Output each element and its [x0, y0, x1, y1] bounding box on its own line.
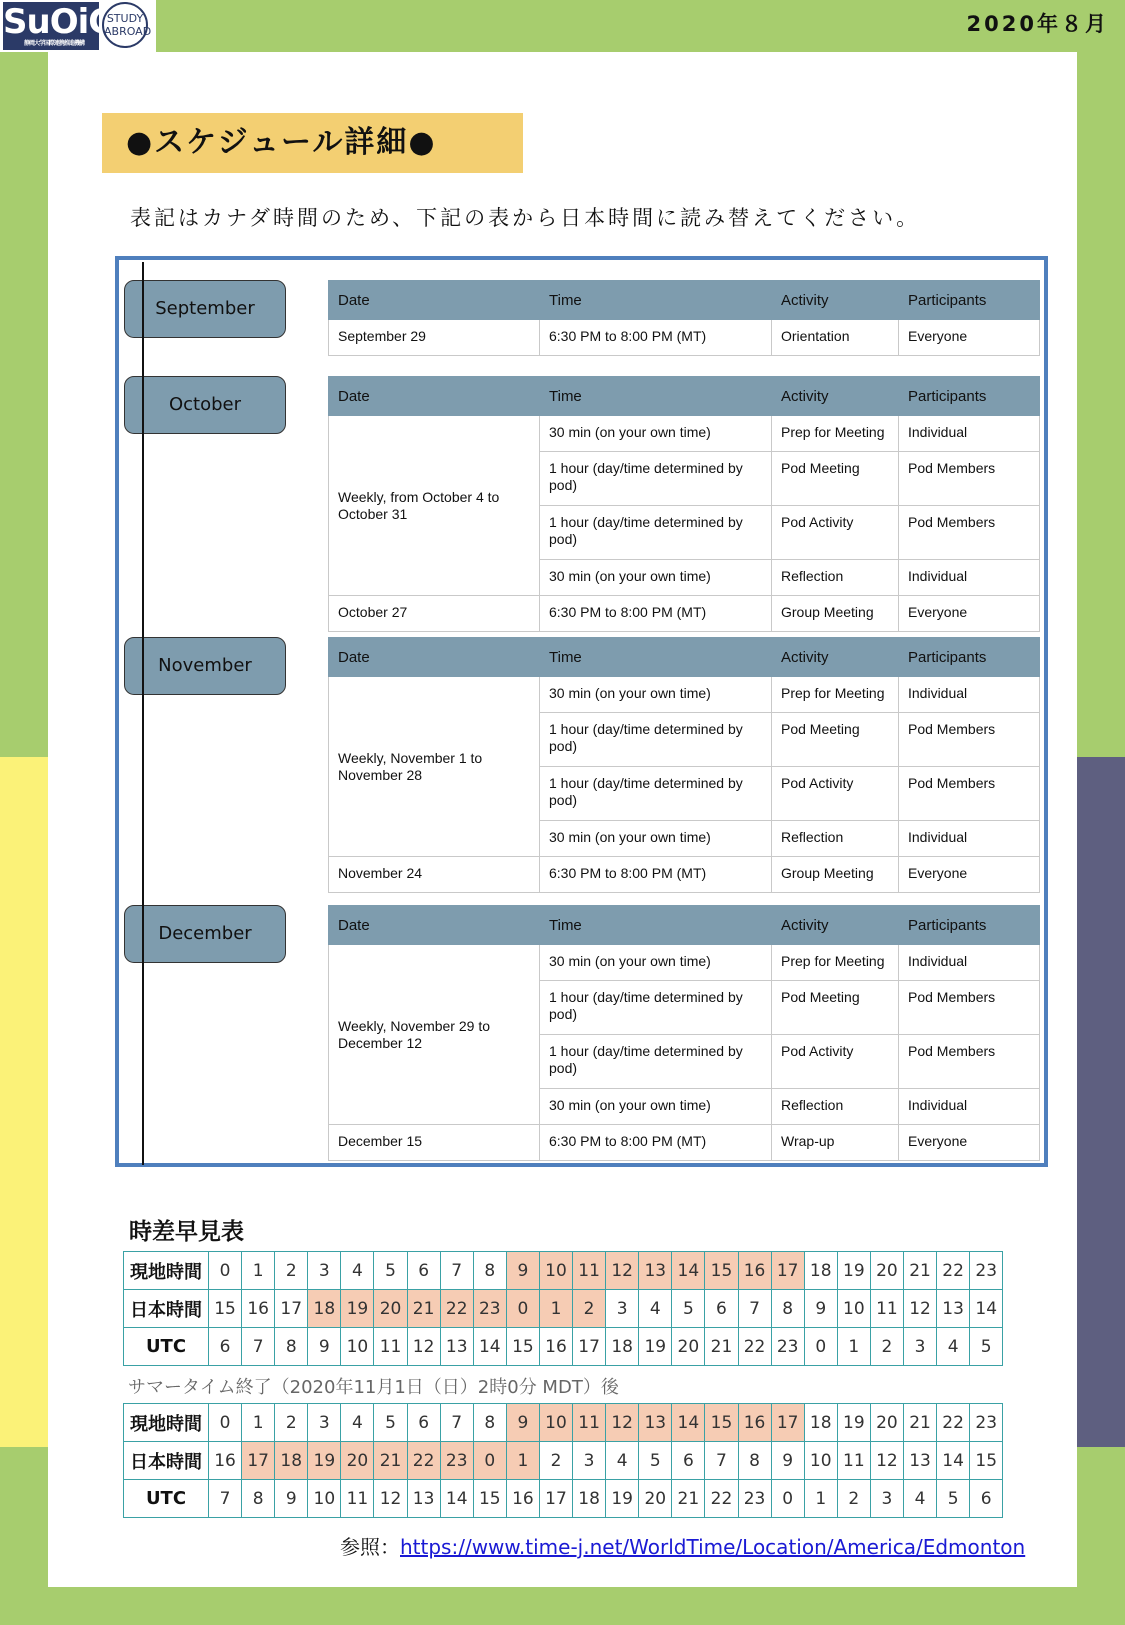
hour-cell: 12 [606, 1404, 639, 1442]
cell-time: 1 hour (day/time determined by pod) [540, 1035, 772, 1089]
hour-cell: 13 [639, 1252, 672, 1290]
hour-cell: 5 [374, 1404, 407, 1442]
hour-cell: 14 [970, 1290, 1003, 1328]
hour-cell: 2 [275, 1252, 308, 1290]
row-label: 現地時間 [124, 1404, 209, 1442]
hour-cell: 4 [606, 1442, 639, 1480]
hour-cell: 12 [407, 1328, 440, 1366]
column-header-date: Date [329, 638, 540, 677]
hour-cell: 20 [341, 1442, 374, 1480]
hour-cell: 1 [539, 1290, 572, 1328]
cell-activity: Group Meeting [772, 857, 899, 893]
hour-cell: 22 [937, 1404, 970, 1442]
hour-cell: 18 [308, 1290, 341, 1328]
row-utc [124, 1328, 1003, 1366]
cell-activity: Reflection [772, 821, 899, 857]
hour-cell: 20 [672, 1328, 705, 1366]
hour-cell: 15 [705, 1404, 738, 1442]
hour-cell: 5 [970, 1328, 1003, 1366]
cell-participants: Pod Members [899, 452, 1040, 506]
cell-participants: Everyone [899, 1125, 1040, 1161]
hour-cell: 8 [738, 1442, 771, 1480]
hour-cell: 3 [606, 1290, 639, 1328]
cell-time: 6:30 PM to 8:00 PM (MT) [540, 320, 772, 356]
hour-cell: 0 [209, 1252, 242, 1290]
hour-cell: 8 [242, 1480, 275, 1518]
hour-cell: 23 [771, 1328, 804, 1366]
cell-time: 6:30 PM to 8:00 PM (MT) [540, 857, 772, 893]
cell-date: December 15 [329, 1125, 540, 1161]
hour-cell: 21 [903, 1252, 936, 1290]
hour-cell: 2 [573, 1290, 606, 1328]
hour-cell: 4 [639, 1290, 672, 1328]
hour-cell: 10 [308, 1480, 341, 1518]
cell-participants: Pod Members [899, 767, 1040, 821]
hour-cell: 15 [473, 1480, 506, 1518]
hour-cell: 4 [341, 1404, 374, 1442]
cell-time: 30 min (on your own time) [540, 677, 772, 713]
hour-cell: 11 [573, 1404, 606, 1442]
hour-cell: 14 [440, 1480, 473, 1518]
cell-participants: Individual [899, 1089, 1040, 1125]
hour-cell: 14 [473, 1328, 506, 1366]
hour-cell: 9 [804, 1290, 837, 1328]
table-row [329, 320, 1040, 356]
hour-cell: 21 [903, 1404, 936, 1442]
hour-cell: 4 [903, 1480, 936, 1518]
cell-time: 30 min (on your own time) [540, 1089, 772, 1125]
cell-time: 30 min (on your own time) [540, 560, 772, 596]
hour-cell: 17 [242, 1442, 275, 1480]
hour-cell: 18 [606, 1328, 639, 1366]
hour-cell: 11 [573, 1252, 606, 1290]
reference [340, 1531, 1025, 1560]
hour-cell: 23 [738, 1480, 771, 1518]
hour-cell: 14 [937, 1442, 970, 1480]
logo [0, 0, 156, 52]
hour-cell: 8 [771, 1290, 804, 1328]
logo-mark [3, 2, 113, 50]
schedule-table-november [328, 637, 1040, 893]
cell-weekly-date-range: Weekly, November 1 to November 28 [329, 677, 540, 857]
timezone-note: 表記はカナダ時間のため、下記の表から日本時間に読み替えてください。 [130, 206, 921, 230]
hour-cell: 9 [506, 1404, 539, 1442]
hour-cell: 17 [573, 1328, 606, 1366]
cell-activity: Pod Activity [772, 506, 899, 560]
hour-cell: 10 [804, 1442, 837, 1480]
cell-activity: Prep for Meeting [772, 416, 899, 452]
hour-cell: 21 [672, 1480, 705, 1518]
daylight-saving-end-note: サマータイム終了（2020年11月1日（日）2時0分 MDT）後 [128, 1377, 619, 1398]
logo-subtext: 静岡大学国際連携推進機構 [23, 40, 84, 47]
hour-cell: 0 [506, 1290, 539, 1328]
hour-cell: 9 [308, 1328, 341, 1366]
hour-cell: 7 [705, 1442, 738, 1480]
table-row [329, 857, 1040, 893]
cell-activity: Pod Meeting [772, 713, 899, 767]
table-row [329, 596, 1040, 632]
hour-cell: 12 [903, 1290, 936, 1328]
cell-time: 1 hour (day/time determined by pod) [540, 981, 772, 1035]
cell-participants: Everyone [899, 857, 1040, 893]
hour-cell: 22 [407, 1442, 440, 1480]
hour-cell: 14 [672, 1404, 705, 1442]
hour-cell: 1 [242, 1252, 275, 1290]
cell-date: November 24 [329, 857, 540, 893]
hour-cell: 16 [539, 1328, 572, 1366]
hour-cell: 7 [440, 1404, 473, 1442]
table-row [329, 416, 1040, 452]
column-header-activity: Activity [772, 377, 899, 416]
cell-participants: Pod Members [899, 506, 1040, 560]
cell-time: 30 min (on your own time) [540, 945, 772, 981]
hour-cell: 18 [275, 1442, 308, 1480]
column-header-activity: Activity [772, 906, 899, 945]
hour-cell: 17 [771, 1252, 804, 1290]
reference-label: 参照： [340, 1535, 400, 1559]
hour-cell: 12 [374, 1480, 407, 1518]
hour-cell: 2 [870, 1328, 903, 1366]
hour-cell: 19 [606, 1480, 639, 1518]
hour-cell: 15 [209, 1290, 242, 1328]
background-slate-band [1077, 757, 1125, 1447]
hour-cell: 13 [440, 1328, 473, 1366]
row-local-time [124, 1404, 1003, 1442]
hour-cell: 22 [705, 1480, 738, 1518]
month-label-october: October [124, 376, 286, 434]
logo-text: SuOiC [3, 2, 113, 42]
hour-cell: 7 [242, 1328, 275, 1366]
study-abroad-badge [102, 2, 152, 48]
hour-cell: 10 [341, 1328, 374, 1366]
column-header-time: Time [540, 377, 772, 416]
hour-cell: 22 [738, 1328, 771, 1366]
hour-cell: 18 [804, 1252, 837, 1290]
hour-cell: 22 [440, 1290, 473, 1328]
hour-cell: 16 [242, 1290, 275, 1328]
cell-participants: Individual [899, 821, 1040, 857]
hour-cell: 11 [374, 1328, 407, 1366]
hour-cell: 1 [804, 1480, 837, 1518]
hour-cell: 7 [738, 1290, 771, 1328]
hour-cell: 14 [672, 1252, 705, 1290]
column-header-date: Date [329, 377, 540, 416]
hour-cell: 18 [804, 1404, 837, 1442]
cell-activity: Prep for Meeting [772, 945, 899, 981]
hour-cell: 21 [374, 1442, 407, 1480]
cell-activity: Wrap-up [772, 1125, 899, 1161]
cell-activity: Pod Activity [772, 767, 899, 821]
hour-cell: 11 [341, 1480, 374, 1518]
hour-cell: 11 [870, 1290, 903, 1328]
cell-weekly-date-range: Weekly, from October 4 to October 31 [329, 416, 540, 596]
row-japan-time [124, 1290, 1003, 1328]
cell-activity: Reflection [772, 560, 899, 596]
cell-time: 30 min (on your own time) [540, 821, 772, 857]
hour-cell: 16 [209, 1442, 242, 1480]
column-header-time: Time [540, 638, 772, 677]
time-difference-table-winter [123, 1403, 1003, 1518]
hour-cell: 9 [771, 1442, 804, 1480]
hour-cell: 6 [407, 1404, 440, 1442]
hour-cell: 3 [870, 1480, 903, 1518]
cell-activity: Pod Activity [772, 1035, 899, 1089]
time-difference-table-summer [123, 1251, 1003, 1366]
cell-participants: Pod Members [899, 713, 1040, 767]
schedule-table-december [328, 905, 1040, 1161]
hour-cell: 3 [903, 1328, 936, 1366]
hour-cell: 23 [440, 1442, 473, 1480]
hour-cell: 5 [374, 1252, 407, 1290]
cell-time: 1 hour (day/time determined by pod) [540, 506, 772, 560]
month-label-november: November [124, 637, 286, 695]
hour-cell: 6 [705, 1290, 738, 1328]
hour-cell: 20 [870, 1252, 903, 1290]
hour-cell: 19 [837, 1404, 870, 1442]
hour-cell: 2 [275, 1404, 308, 1442]
hour-cell: 15 [970, 1442, 1003, 1480]
hour-cell: 16 [506, 1480, 539, 1518]
cell-activity: Group Meeting [772, 596, 899, 632]
hour-cell: 13 [903, 1442, 936, 1480]
cell-time: 1 hour (day/time determined by pod) [540, 713, 772, 767]
timeline-line [142, 262, 144, 1165]
hour-cell: 9 [506, 1252, 539, 1290]
cell-participants: Individual [899, 945, 1040, 981]
hour-cell: 18 [573, 1480, 606, 1518]
cell-time: 6:30 PM to 8:00 PM (MT) [540, 1125, 772, 1161]
hour-cell: 12 [870, 1442, 903, 1480]
schedule-table-october [328, 376, 1040, 632]
hour-cell: 8 [473, 1404, 506, 1442]
table-row [329, 677, 1040, 713]
hour-cell: 5 [672, 1290, 705, 1328]
row-label: 日本時間 [124, 1442, 209, 1480]
column-header-date: Date [329, 281, 540, 320]
hour-cell: 6 [407, 1252, 440, 1290]
issue-date: 2020年８月 [966, 12, 1109, 36]
row-utc [124, 1480, 1003, 1518]
hour-cell: 10 [539, 1404, 572, 1442]
hour-cell: 1 [242, 1404, 275, 1442]
hour-cell: 7 [209, 1480, 242, 1518]
hour-cell: 13 [639, 1404, 672, 1442]
cell-participants: Pod Members [899, 1035, 1040, 1089]
month-label-december: December [124, 905, 286, 963]
reference-link[interactable]: https://www.time-j.net/WorldTime/Location/America/Edmonton [400, 1535, 1026, 1559]
hour-cell: 6 [970, 1480, 1003, 1518]
column-header-participants: Participants [899, 377, 1040, 416]
hour-cell: 15 [506, 1328, 539, 1366]
hour-cell: 10 [837, 1290, 870, 1328]
hour-cell: 21 [705, 1328, 738, 1366]
hour-cell: 5 [937, 1480, 970, 1518]
cell-activity: Prep for Meeting [772, 677, 899, 713]
hour-cell: 2 [837, 1480, 870, 1518]
hour-cell: 16 [738, 1404, 771, 1442]
cell-participants: Individual [899, 560, 1040, 596]
hour-cell: 3 [308, 1404, 341, 1442]
hour-cell: 13 [407, 1480, 440, 1518]
column-header-date: Date [329, 906, 540, 945]
background-yellow-band [0, 757, 48, 1447]
hour-cell: 8 [473, 1252, 506, 1290]
hour-cell: 21 [407, 1290, 440, 1328]
hour-cell: 19 [341, 1290, 374, 1328]
hour-cell: 17 [539, 1480, 572, 1518]
badge-line-2: ABROAD [104, 25, 152, 38]
row-local-time [124, 1252, 1003, 1290]
table-row [329, 1125, 1040, 1161]
hour-cell: 20 [870, 1404, 903, 1442]
hour-cell: 19 [639, 1328, 672, 1366]
cell-participants: Everyone [899, 320, 1040, 356]
hour-cell: 19 [308, 1442, 341, 1480]
hour-cell: 15 [705, 1252, 738, 1290]
table-row [329, 945, 1040, 981]
column-header-time: Time [540, 906, 772, 945]
hour-cell: 19 [837, 1252, 870, 1290]
month-label-september: September [124, 280, 286, 338]
hour-cell: 0 [473, 1442, 506, 1480]
cell-participants: Individual [899, 677, 1040, 713]
hour-cell: 12 [606, 1252, 639, 1290]
column-header-participants: Participants [899, 281, 1040, 320]
cell-time: 1 hour (day/time determined by pod) [540, 767, 772, 821]
hour-cell: 3 [308, 1252, 341, 1290]
section-title: ●スケジュール詳細● [102, 113, 523, 173]
hour-cell: 3 [573, 1442, 606, 1480]
cell-activity: Reflection [772, 1089, 899, 1125]
column-header-time: Time [540, 281, 772, 320]
cell-time: 1 hour (day/time determined by pod) [540, 452, 772, 506]
hour-cell: 2 [539, 1442, 572, 1480]
hour-cell: 6 [209, 1328, 242, 1366]
column-header-participants: Participants [899, 638, 1040, 677]
hour-cell: 22 [937, 1252, 970, 1290]
row-label: UTC [124, 1328, 209, 1366]
hour-cell: 7 [440, 1252, 473, 1290]
hour-cell: 10 [539, 1252, 572, 1290]
hour-cell: 13 [937, 1290, 970, 1328]
row-label: 日本時間 [124, 1290, 209, 1328]
cell-activity: Pod Meeting [772, 981, 899, 1035]
badge-line-1: STUDY [106, 12, 144, 25]
row-japan-time [124, 1442, 1003, 1480]
hour-cell: 1 [837, 1328, 870, 1366]
hour-cell: 9 [275, 1480, 308, 1518]
hour-cell: 5 [639, 1442, 672, 1480]
hour-cell: 8 [275, 1328, 308, 1366]
row-label: 現地時間 [124, 1252, 209, 1290]
hour-cell: 4 [937, 1328, 970, 1366]
schedule-table-september [328, 280, 1040, 356]
cell-participants: Pod Members [899, 981, 1040, 1035]
cell-weekly-date-range: Weekly, November 29 to December 12 [329, 945, 540, 1125]
hour-cell: 0 [804, 1328, 837, 1366]
cell-activity: Pod Meeting [772, 452, 899, 506]
cell-participants: Individual [899, 416, 1040, 452]
row-label: UTC [124, 1480, 209, 1518]
column-header-activity: Activity [772, 281, 899, 320]
cell-time: 6:30 PM to 8:00 PM (MT) [540, 596, 772, 632]
hour-cell: 0 [209, 1404, 242, 1442]
hour-cell: 23 [970, 1252, 1003, 1290]
hour-cell: 6 [672, 1442, 705, 1480]
hour-cell: 23 [970, 1404, 1003, 1442]
hour-cell: 17 [771, 1404, 804, 1442]
cell-participants: Everyone [899, 596, 1040, 632]
cell-activity: Orientation [772, 320, 899, 356]
timezone-table-title: 時差早見表 [129, 1219, 244, 1245]
cell-time: 30 min (on your own time) [540, 416, 772, 452]
column-header-participants: Participants [899, 906, 1040, 945]
column-header-activity: Activity [772, 638, 899, 677]
hour-cell: 20 [639, 1480, 672, 1518]
hour-cell: 4 [341, 1252, 374, 1290]
hour-cell: 1 [506, 1442, 539, 1480]
hour-cell: 0 [771, 1480, 804, 1518]
cell-date: September 29 [329, 320, 540, 356]
hour-cell: 17 [275, 1290, 308, 1328]
hour-cell: 11 [837, 1442, 870, 1480]
cell-date: October 27 [329, 596, 540, 632]
hour-cell: 20 [374, 1290, 407, 1328]
hour-cell: 16 [738, 1252, 771, 1290]
hour-cell: 23 [473, 1290, 506, 1328]
